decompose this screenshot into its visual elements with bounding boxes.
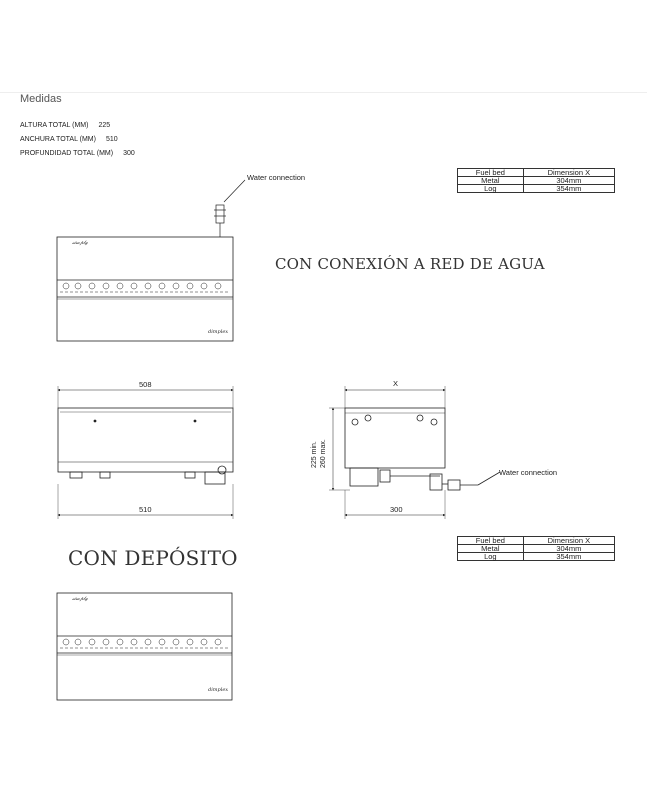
dim-x: X — [393, 379, 399, 388]
unit-outline — [345, 408, 445, 468]
water-connection-label: Water connection — [247, 173, 306, 182]
table-cell: Metal — [458, 545, 524, 553]
front-view-water — [57, 180, 245, 341]
brand-logo: 𝓈𝒾𝓂𝓅𝓁𝓎 — [72, 596, 88, 602]
table-header: Dimension X — [523, 537, 614, 545]
brand-logo: dimplex — [208, 329, 229, 335]
spec-value: 300 — [123, 150, 135, 157]
side-view — [329, 386, 500, 519]
table-cell: Metal — [458, 177, 524, 185]
spec-label: PROFUNDIDAD TOTAL (MM) — [20, 150, 114, 157]
spec-value: 510 — [105, 136, 118, 143]
spec-value: 225 — [98, 122, 111, 129]
dim-height-min: 225 min. — [311, 441, 318, 468]
table-cell: Log — [458, 185, 524, 193]
heading-tank: CON DEPÓSITO — [68, 546, 238, 570]
table-header: Fuel bed — [458, 537, 524, 545]
unit-outline — [57, 237, 233, 341]
table-cell: 304mm — [523, 177, 614, 185]
spec-label: ANCHURA TOTAL (MM) — [20, 136, 96, 143]
brand-logo: dimplex — [208, 687, 229, 693]
burner-row — [60, 283, 228, 292]
brand-logo: 𝓈𝒾𝓂𝓅𝓁𝓎 — [72, 240, 88, 246]
table-cell: 354mm — [523, 185, 614, 193]
water-connection-label-side: Water connection — [499, 468, 558, 477]
dim-width-bottom: 510 — [139, 505, 152, 514]
table-cell: Log — [458, 553, 524, 561]
dim-width-top: 508 — [139, 380, 152, 389]
unit-outline — [57, 593, 232, 700]
table-cell: 354mm — [523, 553, 614, 561]
table-header: Dimension X — [523, 169, 614, 177]
unit-outline — [58, 408, 233, 472]
spec-label: ALTURA TOTAL (MM) — [20, 122, 89, 129]
section-title: Medidas — [20, 93, 62, 105]
table-cell: 304mm — [523, 545, 614, 553]
front-view-tank — [57, 593, 232, 700]
heading-water-connection: CON CONEXIÓN A RED DE AGUA — [275, 255, 545, 273]
dim-height-max: 260 max. — [320, 439, 327, 468]
table-header: Fuel bed — [458, 169, 524, 177]
burner-row — [60, 639, 228, 648]
water-fitting — [214, 180, 245, 237]
dim-depth: 300 — [390, 505, 403, 514]
front-view-dimensions — [58, 386, 233, 519]
